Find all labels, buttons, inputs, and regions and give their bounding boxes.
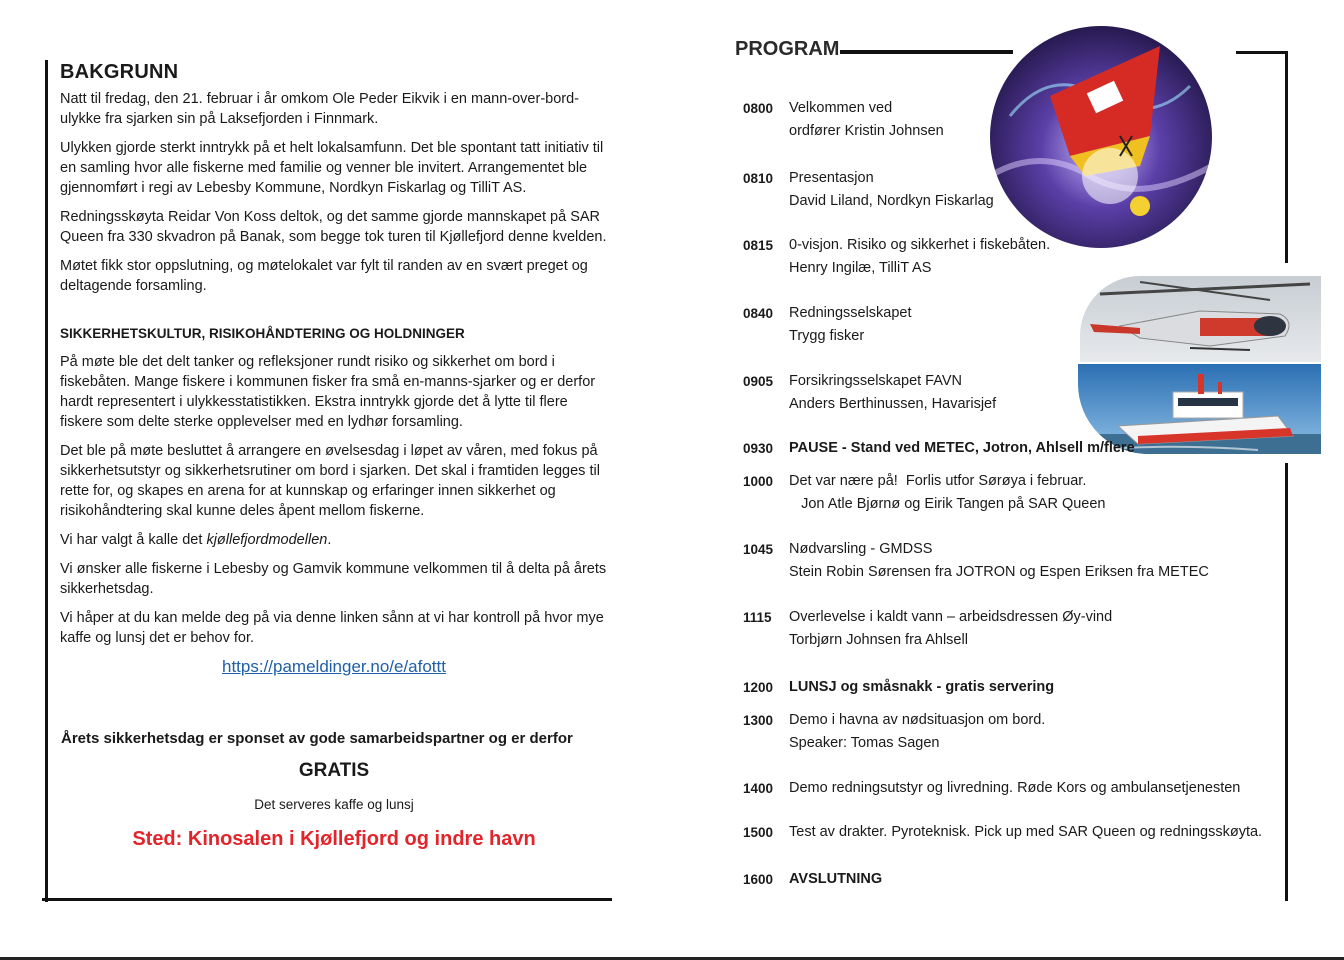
program-time: 0905 bbox=[743, 374, 774, 389]
program-time: 0810 bbox=[743, 171, 774, 186]
program-time: 1500 bbox=[743, 825, 774, 840]
registration-link[interactable]: https://pameldinger.no/e/afottt bbox=[222, 657, 446, 676]
background-heading: BAKGRUNN bbox=[60, 61, 179, 83]
program-line2: Henry Ingilæ, TilliT AS bbox=[789, 260, 932, 276]
location-text: Sted: Kinosalen i Kjøllefjord og indre havn bbox=[132, 828, 536, 850]
program-line2: Stein Robin Sørensen fra JOTRON og Espen Eriksen fra METEC bbox=[789, 564, 1209, 580]
program-line1: 0-visjon. Risiko og sikkerhet i fiskebåten. bbox=[789, 237, 1051, 253]
program-time: 0800 bbox=[743, 101, 774, 116]
program-time: 1200 bbox=[743, 680, 774, 695]
sponsor-text: Årets sikkerhetsdag er sponset av gode samarbeidspartner og er derfor bbox=[61, 730, 573, 747]
paragraph: Redningsskøyta Reidar Von Koss deltok, og det samme gjorde mannskapet på SAR Queen fra 330 skvadron på Banak, som begge tok turen til Kjøllefjord denne kvelden. bbox=[60, 209, 607, 245]
program-line2: Anders Berthinussen, Havarisjef bbox=[789, 396, 997, 412]
program-time: 1000 bbox=[743, 474, 774, 489]
paragraph: Ulykken gjorde sterkt inntrykk på et helt lokalsamfunn. Det ble spontant tatt initiativ til en samling hvor alle fiskerne med familie og venner ble invitert. Arrangementet ble gjennomført i regi av Lebesby Kommune, Nordkyn Fiskarlag og TilliT AS. bbox=[60, 140, 604, 196]
paragraph: Vi håper at du kan melde deg på via denne linken sånn at vi har kontroll på hvor mye kaffe og lunsj det er behov for. bbox=[60, 610, 604, 646]
program-time: 1115 bbox=[743, 610, 772, 625]
program-line1: Demo redningsutstyr og livredning. Røde Kors og ambulansetjenesten bbox=[789, 780, 1241, 796]
model-prefix: Vi har valgt å kalle det bbox=[60, 532, 207, 548]
paragraph: Natt til fredag, den 21. februar i år omkom Ole Peder Eikvik i en mann-over-bord-ulykke fra sjarken sin på Laksefjorden i Finnmark. bbox=[60, 91, 580, 127]
paragraph: Det ble på møte besluttet å arrangere en øvelsesdag i løpet av våren, med fokus på sikkerhetsutstyr og sikkerhetsrutiner om bord i sjarken. Det skal i framtiden legges til rette for, og skapes en arena for at kunnskap og erfaringer innen sikkerhet og risikohåndtering skal kunne deles åpent mellom fiskerne. bbox=[60, 443, 600, 519]
program-text bbox=[789, 167, 994, 213]
model-suffix: . bbox=[327, 532, 332, 548]
program-time: 0840 bbox=[743, 306, 774, 321]
program-line2: Trygg fisker bbox=[789, 328, 865, 344]
program-text bbox=[789, 97, 944, 143]
right-frame-vertical-upper bbox=[1285, 51, 1288, 263]
left-frame-vertical bbox=[45, 60, 48, 902]
program-text bbox=[789, 868, 882, 891]
program-time: 0930 bbox=[743, 441, 774, 456]
program-line1: Redningsselskapet bbox=[789, 305, 912, 321]
background-section bbox=[60, 60, 608, 849]
program-line2: Torbjørn Johnsen fra Ahlsell bbox=[789, 632, 968, 648]
right-frame-top bbox=[1236, 51, 1288, 54]
paragraph: Vi ønsker alle fiskerne i Lebesby og Gamvik kommune velkommen til å delta på årets sikkerhetsdag. bbox=[60, 561, 607, 597]
program-text bbox=[789, 370, 996, 416]
program-time: 1600 bbox=[743, 872, 774, 887]
program-line1: Test av drakter. Pyroteknisk. Pick up med SAR Queen og redningsskøyta. bbox=[789, 824, 1263, 840]
program-text bbox=[789, 709, 1045, 755]
right-frame-vertical-lower bbox=[1285, 463, 1288, 901]
program-line1: Nødvarsling - GMDSS bbox=[789, 541, 933, 557]
program-time: 1300 bbox=[743, 713, 774, 728]
program-text bbox=[789, 437, 1135, 460]
program-line1: Overlevelse i kaldt vann – arbeidsdressen Øy-vind bbox=[789, 609, 1113, 625]
program-line2: Speaker: Tomas Sagen bbox=[789, 735, 940, 751]
gratis-heading: GRATIS bbox=[298, 760, 370, 781]
program-line1: PAUSE - Stand ved METEC, Jotron, Ahlsell m/flere bbox=[789, 440, 1135, 456]
rescue-ship-photo bbox=[990, 26, 1212, 248]
program-text bbox=[789, 606, 1112, 652]
program-time: 1045 bbox=[743, 542, 774, 557]
paragraph: På møte ble det delt tanker og refleksjoner rundt risiko og sikkerhet om bord i fiskebåten. Mange fiskere i kommunen fisker fra små en-manns-sjarker og er derfor hardt representert i ulykkesstatistikken. Ekstra inntrykk gjorde det å lytte til flere fiskere som delte sterke opplevelser med en lydhør forsamling. bbox=[60, 354, 596, 430]
program-title-rule bbox=[840, 50, 1013, 54]
program-line1: Det var nære på! Forlis utfor Sørøya i februar. bbox=[789, 473, 1087, 489]
program-text bbox=[789, 676, 1054, 699]
program-time: 1400 bbox=[743, 781, 774, 796]
program-text bbox=[789, 538, 1209, 584]
program-line2: David Liland, Nordkyn Fiskarlag bbox=[789, 193, 994, 209]
program-line1: Forsikringsselskapet FAVN bbox=[789, 373, 962, 389]
helicopter-photo bbox=[1080, 276, 1321, 362]
program-line2: Jon Atle Bjørnø og Eirik Tangen på SAR Queen bbox=[789, 496, 1106, 512]
program-text bbox=[789, 821, 1262, 844]
program-text bbox=[789, 777, 1240, 800]
program-title: PROGRAM bbox=[735, 38, 840, 60]
program-line1: AVSLUTNING bbox=[789, 871, 883, 887]
coffee-lunch-note: Det serveres kaffe og lunsj bbox=[254, 797, 414, 812]
program-line1: Demo i havna av nødsituasjon om bord. bbox=[789, 712, 1046, 728]
program-time: 0815 bbox=[743, 238, 774, 253]
model-paragraph bbox=[60, 530, 608, 550]
safety-culture-heading: SIKKERHETSKULTUR, RISIKOHÅNDTERING OG HOLDNINGER bbox=[60, 326, 465, 341]
program-text bbox=[789, 470, 1106, 516]
left-frame-bottom bbox=[42, 898, 612, 901]
program-line2: ordfører Kristin Johnsen bbox=[789, 123, 944, 139]
model-name: kjøllefjordmodellen bbox=[206, 532, 328, 548]
program-line1: LUNSJ og småsnakk - gratis servering bbox=[789, 679, 1055, 695]
paragraph: Møtet fikk stor oppslutning, og møtelokalet var fylt til randen av en svært preget og deltagende forsamling. bbox=[60, 258, 588, 294]
program-line1: Velkommen ved bbox=[789, 100, 893, 116]
program-line1: Presentasjon bbox=[789, 170, 874, 186]
program-text bbox=[789, 302, 912, 348]
program-text bbox=[789, 234, 1050, 280]
